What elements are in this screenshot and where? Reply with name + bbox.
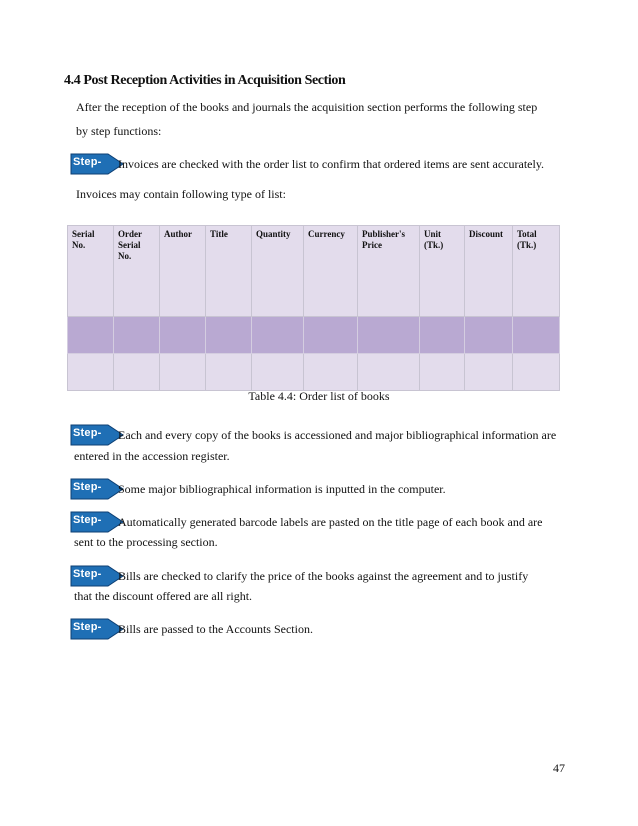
- table-row: [68, 354, 560, 391]
- table-row: [68, 317, 560, 354]
- header-cell: Discount: [465, 226, 513, 317]
- step-label: Step-: [73, 156, 102, 168]
- header-cell: Author: [160, 226, 206, 317]
- header-cell: Title: [206, 226, 252, 317]
- step-label: Step-: [73, 514, 102, 526]
- table-caption: Table 4.4: Order list of books: [248, 389, 390, 403]
- step-label: Step-: [73, 621, 102, 633]
- step-4-continuation: sent to the processing section.: [74, 535, 218, 549]
- step-label: Step-: [73, 427, 102, 439]
- step-5-continuation: that the discount offered are all right.: [74, 589, 253, 603]
- step-text: Automatically generated barcode labels are pasted on the title page of each book and are: [118, 515, 543, 529]
- header-cell: Publisher's Price: [358, 226, 420, 317]
- step-label: Step-: [73, 568, 102, 580]
- order-list-table: [67, 225, 560, 391]
- step-text: Each and every copy of the books is accessioned and major bibliographical information are: [118, 428, 557, 442]
- page-number: 47: [553, 761, 565, 775]
- header-cell: Unit (Tk.): [420, 226, 465, 317]
- header-cell: Quantity: [252, 226, 304, 317]
- step-text: Invoices are checked with the order list to confirm that ordered items are sent accurately.: [118, 157, 545, 171]
- header-cell: Total (Tk.): [513, 226, 560, 317]
- step-text: Some major bibliographical information is inputted in the computer.: [118, 482, 446, 496]
- intro-line-1: After the reception of the books and journals the acquisition section performs the following step: [76, 100, 538, 114]
- step-text: Bills are checked to clarify the price of the books against the agreement and to justify: [118, 569, 529, 583]
- step-label: Step-: [73, 481, 102, 493]
- table-header-row: [68, 226, 560, 317]
- step-text: Bills are passed to the Accounts Section.: [118, 622, 313, 636]
- header-cell: Serial No.: [68, 226, 114, 317]
- intro-line-2: by step functions:: [76, 124, 162, 138]
- step-2-continuation: entered in the accession register.: [74, 449, 230, 463]
- invoice-note: Invoices may contain following type of list:: [76, 187, 286, 201]
- header-cell: Currency: [304, 226, 358, 317]
- section-heading: 4.4 Post Reception Activities in Acquisition Section: [64, 73, 346, 88]
- header-cell: Order Serial No.: [114, 226, 160, 317]
